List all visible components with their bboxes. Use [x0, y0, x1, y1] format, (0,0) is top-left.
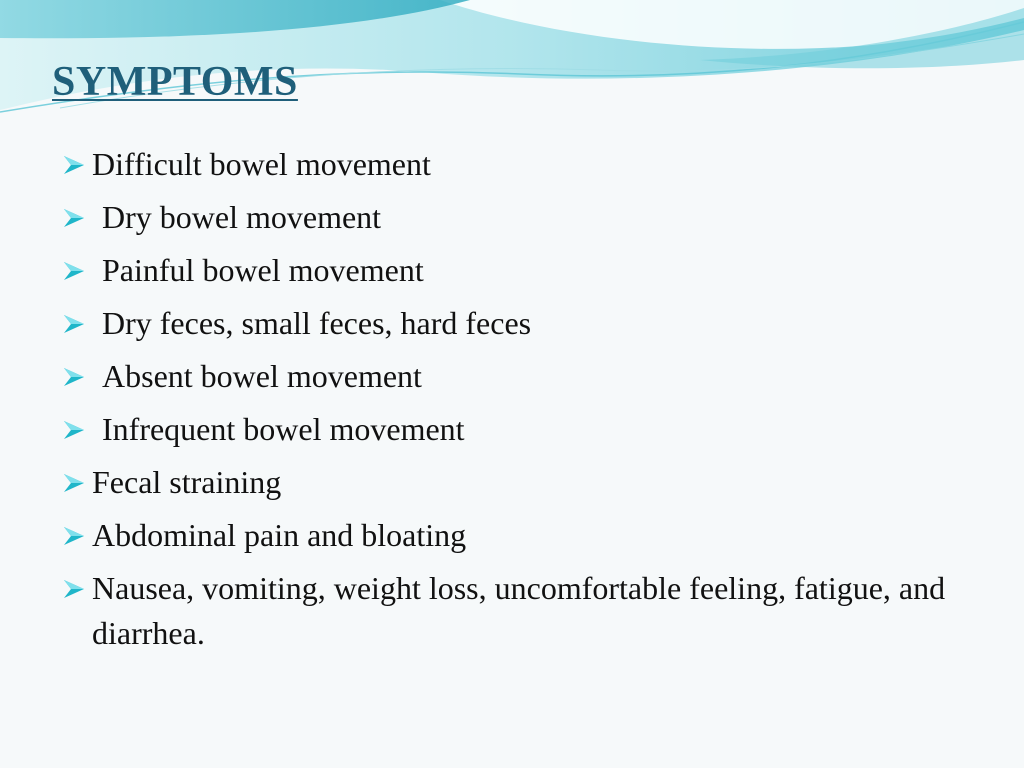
list-item [62, 142, 982, 187]
slide-title: SYMPTOMS [52, 59, 298, 105]
arrow-bullet-icon [62, 207, 86, 229]
arrow-bullet-icon [62, 578, 86, 600]
arrow-bullet-icon [62, 366, 86, 388]
list-item-text: Abdominal pain and bloating [92, 517, 467, 553]
arrow-bullet-icon [62, 313, 86, 335]
list-item-text: Nausea, vomiting, weight loss, uncomfortable feeling, fatigue, and diarrhea. [92, 570, 946, 651]
arrow-bullet-icon [62, 260, 86, 282]
list-item [62, 354, 982, 399]
arrow-bullet-icon [62, 525, 86, 547]
list-item-text: Painful bowel movement [102, 252, 424, 288]
list-item [62, 566, 982, 656]
arrow-bullet-icon [62, 419, 86, 441]
list-item-text: Dry bowel movement [102, 199, 382, 235]
arrow-bullet-icon [62, 472, 86, 494]
list-item-text: Infrequent bowel movement [102, 411, 465, 447]
symptom-list [62, 142, 982, 664]
list-item-text: Difficult bowel movement [92, 146, 431, 182]
list-item-text: Fecal straining [92, 464, 282, 500]
list-item [62, 407, 982, 452]
list-item [62, 513, 982, 558]
arrow-bullet-icon [62, 154, 86, 176]
list-item [62, 248, 982, 293]
list-item [62, 195, 982, 240]
list-item-text: Dry feces, small feces, hard feces [102, 305, 532, 341]
list-item-text: Absent bowel movement [102, 358, 422, 394]
list-item [62, 301, 982, 346]
list-item [62, 460, 982, 505]
